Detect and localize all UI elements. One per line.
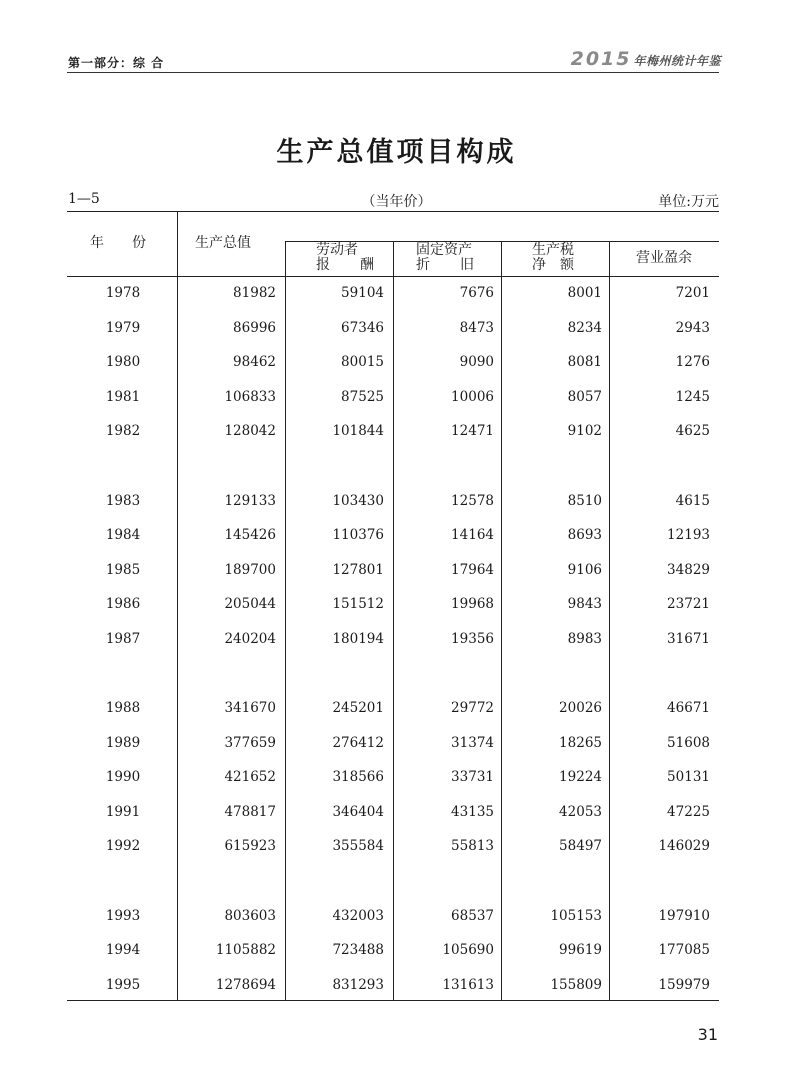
cell-depreciation: 14164 <box>451 527 494 543</box>
cell-labor: 245201 <box>332 700 384 716</box>
cell-surplus: 1245 <box>675 388 710 405</box>
cell-labor: 110376 <box>332 527 384 543</box>
cell-depreciation: 12578 <box>451 492 494 509</box>
page-number: 31 <box>697 1025 718 1044</box>
header-labor-char2: 酬 <box>360 257 374 273</box>
cell-year: 1983 <box>105 492 141 509</box>
cell-depreciation: 31374 <box>451 734 494 751</box>
cell-depreciation: 131613 <box>442 976 494 993</box>
cell-labor: 355584 <box>332 838 384 854</box>
cell-depreciation: 33731 <box>451 769 494 785</box>
cell-labor: 103430 <box>332 492 384 509</box>
cell-year: 1990 <box>105 769 141 785</box>
cell-depreciation: 9090 <box>459 354 494 370</box>
yearbook-title <box>571 48 721 70</box>
cell-gdp: 86996 <box>233 319 276 336</box>
cell-gdp: 189700 <box>224 561 276 578</box>
col-divider-3 <box>393 241 394 1000</box>
cell-year: 1978 <box>105 285 141 301</box>
header-year: 年份 <box>90 235 174 251</box>
cell-tax: 58497 <box>559 838 602 854</box>
cell-depreciation: 8473 <box>459 319 494 336</box>
cell-gdp: 145426 <box>224 527 276 543</box>
cell-tax: 9843 <box>567 596 602 612</box>
cell-surplus: 23721 <box>667 596 710 612</box>
cell-depreciation: 7676 <box>459 285 494 301</box>
cell-surplus: 46671 <box>667 700 710 716</box>
cell-surplus: 197910 <box>658 907 710 924</box>
header-labor <box>316 243 402 273</box>
cell-year: 1984 <box>105 527 141 543</box>
header-labor-line1: 劳动者 <box>316 242 358 258</box>
cell-gdp: 128042 <box>224 423 276 439</box>
table-top-rule <box>67 211 719 212</box>
cell-gdp: 615923 <box>224 838 276 854</box>
cell-depreciation: 68537 <box>451 907 494 924</box>
cell-depreciation: 29772 <box>451 700 494 716</box>
cell-surplus: 51608 <box>667 734 710 751</box>
cell-tax: 8510 <box>567 492 602 509</box>
cell-year: 1992 <box>105 838 141 854</box>
cell-tax: 8081 <box>567 354 602 370</box>
table-bottom-rule <box>67 1000 719 1001</box>
cell-tax: 8983 <box>567 630 602 647</box>
col-divider-1 <box>177 211 178 1000</box>
cell-depreciation: 12471 <box>451 423 494 439</box>
header-labor-char1: 报 <box>316 257 330 273</box>
cell-year: 1987 <box>105 630 141 647</box>
cell-tax: 8057 <box>567 388 602 405</box>
cell-labor: 67346 <box>341 319 384 336</box>
header-depreciation-line2 <box>416 258 474 273</box>
cell-labor: 101844 <box>332 423 384 439</box>
cell-surplus: 1276 <box>675 354 710 370</box>
cell-tax: 19224 <box>559 769 602 785</box>
cell-year: 1979 <box>105 319 141 336</box>
cell-gdp: 1278694 <box>215 976 276 993</box>
cell-year: 1991 <box>105 803 141 820</box>
cell-gdp: 106833 <box>224 388 276 405</box>
cell-labor: 831293 <box>332 976 384 993</box>
cell-labor: 87525 <box>341 388 384 405</box>
cell-gdp: 81982 <box>233 285 276 301</box>
cell-labor: 723488 <box>332 942 384 958</box>
col-divider-5 <box>609 241 610 1000</box>
cell-year: 1994 <box>105 942 141 958</box>
section-label: 第一部分：综 合 <box>68 56 165 70</box>
cell-year: 1980 <box>105 354 141 370</box>
yearbook-name: 年梅州统计年鉴 <box>633 54 721 68</box>
header-depreciation <box>416 243 502 273</box>
cell-depreciation: 10006 <box>451 388 494 405</box>
cell-gdp: 205044 <box>224 596 276 612</box>
cell-labor: 127801 <box>332 561 384 578</box>
cell-gdp: 478817 <box>224 803 276 820</box>
cell-depreciation: 105690 <box>442 942 494 958</box>
cell-labor: 318566 <box>332 769 384 785</box>
cell-gdp: 129133 <box>224 492 276 509</box>
yearbook-year: 2015 <box>570 48 632 70</box>
cell-surplus: 47225 <box>667 803 710 820</box>
cell-surplus: 177085 <box>658 942 710 958</box>
cell-year: 1995 <box>105 976 141 993</box>
cell-tax: 9102 <box>567 423 602 439</box>
header-tax-char2: 额 <box>560 257 574 273</box>
col-divider-2 <box>285 241 286 1000</box>
header-depreciation-line1: 固定资产 <box>416 242 472 258</box>
cell-surplus: 7201 <box>675 285 710 301</box>
cell-gdp: 421652 <box>224 769 276 785</box>
cell-tax: 9106 <box>567 561 602 578</box>
cell-year: 1993 <box>105 907 141 924</box>
cell-tax: 8693 <box>567 527 602 543</box>
cell-surplus: 4625 <box>675 423 710 439</box>
cell-depreciation: 19356 <box>451 630 494 647</box>
header-surplus: 营业盈余 <box>636 250 692 266</box>
cell-tax: 42053 <box>559 803 602 820</box>
cell-labor: 80015 <box>341 354 384 370</box>
cell-surplus: 146029 <box>658 838 710 854</box>
header-labor-line2 <box>316 258 374 273</box>
header-rule <box>67 72 719 73</box>
header-depreciation-char2: 旧 <box>460 257 474 273</box>
cell-labor: 59104 <box>341 285 384 301</box>
cell-gdp: 341670 <box>224 700 276 716</box>
cell-surplus: 2943 <box>675 319 710 336</box>
cell-year: 1986 <box>105 596 141 612</box>
cell-tax: 105153 <box>550 907 602 924</box>
header-tax <box>532 243 618 273</box>
cell-tax: 20026 <box>559 700 602 716</box>
cell-labor: 276412 <box>332 734 384 751</box>
page-title: 生产总值项目构成 <box>276 137 517 168</box>
cell-depreciation: 17964 <box>451 561 494 578</box>
header-tax-char1: 净 <box>532 257 546 273</box>
cell-labor: 180194 <box>332 630 384 647</box>
cell-surplus: 50131 <box>667 769 710 785</box>
header-tax-line2 <box>532 258 574 273</box>
cell-gdp: 240204 <box>224 630 276 647</box>
cell-gdp: 377659 <box>224 734 276 751</box>
cell-labor: 346404 <box>332 803 384 820</box>
header-tax-line1: 生产税 <box>532 242 574 258</box>
header-depreciation-char1: 折 <box>416 257 430 273</box>
cell-surplus: 31671 <box>667 630 710 647</box>
cell-tax: 99619 <box>559 942 602 958</box>
cell-surplus: 4615 <box>675 492 710 509</box>
cell-surplus: 12193 <box>667 527 710 543</box>
cell-year: 1982 <box>105 423 141 439</box>
cell-gdp: 1105882 <box>215 942 276 958</box>
cell-year: 1989 <box>105 734 141 751</box>
header-gdp: 生产总值 <box>195 235 251 251</box>
cell-year: 1981 <box>105 388 141 405</box>
cell-surplus: 159979 <box>658 976 710 993</box>
cell-year: 1988 <box>105 700 141 716</box>
cell-tax: 155809 <box>550 976 602 993</box>
cell-tax: 8001 <box>567 285 602 301</box>
cell-depreciation: 19968 <box>451 596 494 612</box>
price-basis: （当年价） <box>361 194 432 210</box>
cell-labor: 432003 <box>332 907 384 924</box>
cell-tax: 18265 <box>559 734 602 751</box>
cell-depreciation: 55813 <box>451 838 494 854</box>
cell-surplus: 34829 <box>667 561 710 578</box>
table-id: 1—5 <box>68 191 100 207</box>
unit-label: 单位:万元 <box>658 194 719 210</box>
cell-year: 1985 <box>105 561 141 578</box>
cell-depreciation: 43135 <box>451 803 494 820</box>
cell-gdp: 98462 <box>233 354 276 370</box>
cell-labor: 151512 <box>332 596 384 612</box>
col-divider-4 <box>501 241 502 1000</box>
cell-tax: 8234 <box>567 319 602 336</box>
cell-gdp: 803603 <box>224 907 276 924</box>
